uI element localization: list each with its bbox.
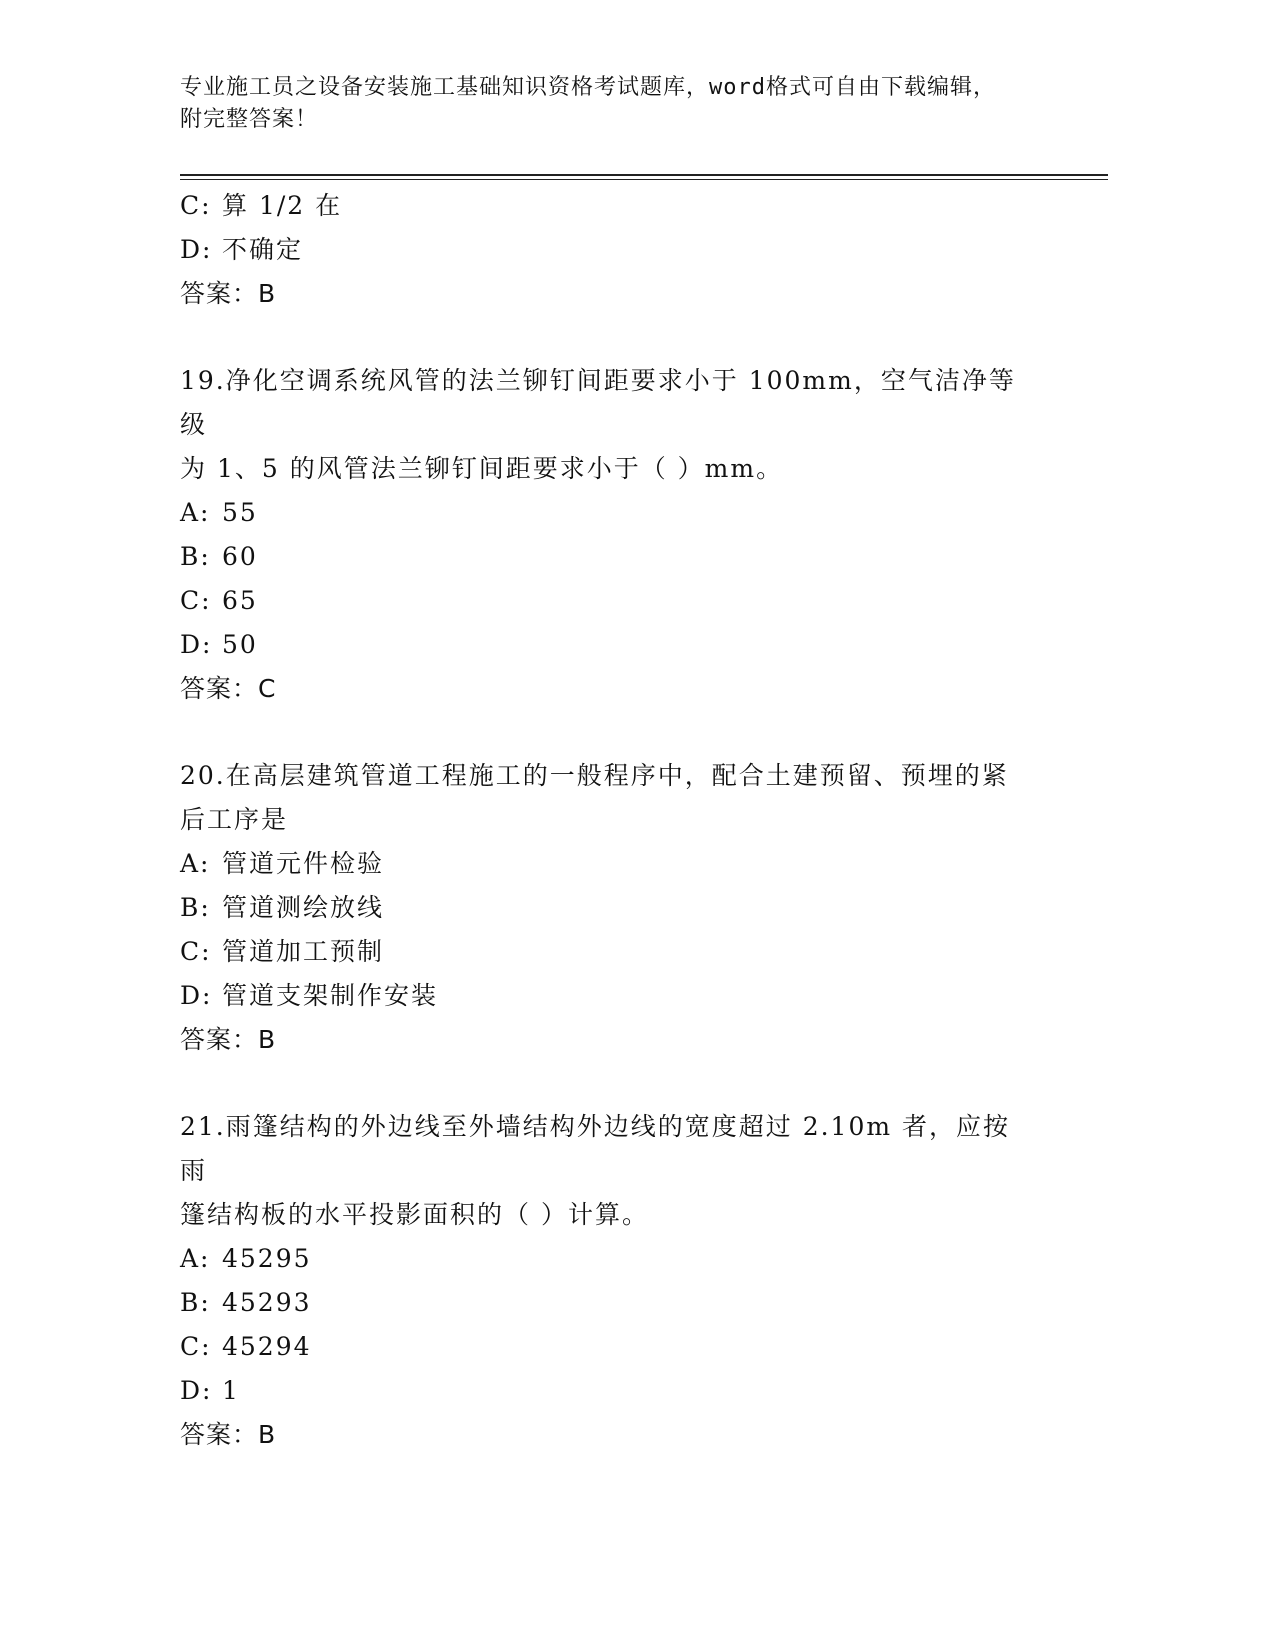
option-text: 管道元件检验	[222, 849, 385, 878]
question-text	[180, 754, 1030, 842]
option-text: 60	[222, 542, 258, 571]
option-text: 不确定	[222, 235, 304, 264]
answer-line: 答案：B	[180, 279, 277, 308]
option-text: 55	[222, 498, 258, 527]
option-label: B:	[180, 542, 211, 571]
option-text: 50	[222, 630, 258, 659]
option-text: 管道支架制作安装	[222, 981, 439, 1010]
question-19	[180, 359, 1040, 711]
question-20	[180, 754, 1040, 1062]
question-text	[180, 1105, 1030, 1237]
answer-line: 答案：B	[180, 1025, 277, 1054]
option-label: D:	[180, 1376, 213, 1405]
option-text: 管道测绘放线	[222, 893, 385, 922]
option-text: 45293	[222, 1288, 312, 1317]
option-d	[180, 1369, 1040, 1413]
option-label: D:	[180, 235, 213, 264]
header-divider-thick	[180, 174, 1108, 176]
option-label: B:	[180, 893, 211, 922]
question-text-line-1: 19.净化空调系统风管的法兰铆钉间距要求小于 100mm，空气洁净等级	[180, 366, 1016, 439]
option-label: C:	[180, 1332, 212, 1361]
option-text: 45294	[222, 1332, 312, 1361]
header-line-2: 附完整答案！	[180, 107, 319, 132]
option-b	[180, 535, 1040, 579]
option-text: 65	[222, 586, 258, 615]
option-d	[180, 228, 1040, 272]
option-label: D:	[180, 981, 213, 1010]
question-text-line-1: 20.在高层建筑管道工程施工的一般程序中，配合土建预留、预埋的紧	[180, 761, 1009, 790]
option-text: 管道加工预制	[222, 937, 385, 966]
answer-line: 答案：B	[180, 1420, 277, 1449]
question-18-continued	[180, 184, 1040, 316]
document-header	[180, 72, 1040, 136]
header-line-1: 专业施工员之设备安装施工基础知识资格考试题库，word格式可自由下载编辑，	[180, 75, 996, 100]
option-a	[180, 491, 1040, 535]
option-b	[180, 1281, 1040, 1325]
question-text-line-2: 后工序是	[180, 805, 289, 834]
header-divider-thin	[180, 179, 1108, 180]
option-d	[180, 623, 1040, 667]
option-text: 45295	[222, 1244, 312, 1273]
option-label: B:	[180, 1288, 211, 1317]
option-label: A:	[180, 849, 211, 878]
option-a	[180, 842, 1040, 886]
question-text-line-2: 为 1、5 的风管法兰铆钉间距要求小于（ ）mm。	[180, 454, 784, 483]
option-label: A:	[180, 1244, 211, 1273]
question-text-line-1: 21.雨篷结构的外边线至外墙结构外边线的宽度超过 2.10m 者，应按雨	[180, 1112, 1011, 1185]
option-c	[180, 184, 1040, 228]
question-text-line-2: 篷结构板的水平投影面积的（ ）计算。	[180, 1200, 649, 1229]
option-c	[180, 1325, 1040, 1369]
option-a	[180, 1237, 1040, 1281]
option-b	[180, 886, 1040, 930]
option-label: D:	[180, 630, 213, 659]
option-c	[180, 579, 1040, 623]
option-label: C:	[180, 937, 212, 966]
option-text: 算 1/2 在	[222, 191, 343, 220]
option-text: 1	[222, 1376, 240, 1405]
answer-line: 答案：C	[180, 674, 277, 703]
question-list	[180, 184, 1040, 1457]
option-d	[180, 974, 1040, 1018]
option-c	[180, 930, 1040, 974]
option-label: A:	[180, 498, 211, 527]
question-21	[180, 1105, 1040, 1457]
option-label: C:	[180, 191, 212, 220]
option-label: C:	[180, 586, 212, 615]
question-text	[180, 359, 1030, 491]
